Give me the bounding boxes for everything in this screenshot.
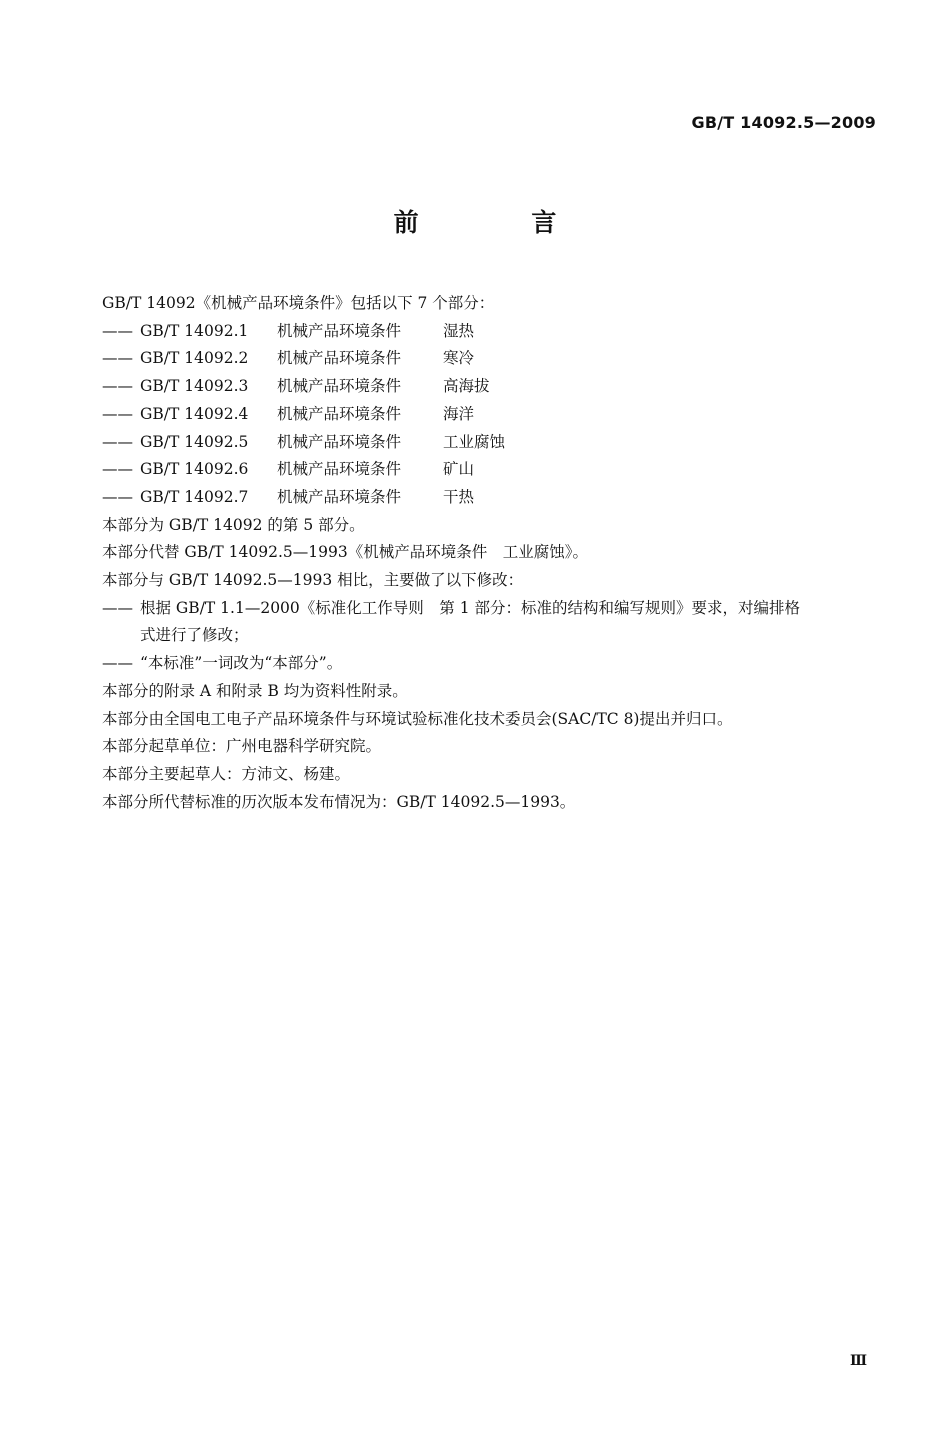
part-subject: 寒冷 [443,349,475,368]
part-list-item [102,484,882,512]
part-name: 机械产品环境条件 [277,321,402,340]
dash-marker: —— [102,377,133,396]
part-list-item [102,429,882,457]
change-item [102,595,882,623]
dash-marker: —— [102,432,133,451]
page-title: 前 言 [393,208,609,237]
part-list-item [102,318,882,346]
part-list-item [102,401,882,429]
dash-marker: —— [102,404,133,423]
page-number: Ⅲ [849,1353,867,1369]
part-list-item [102,345,882,373]
change-item [102,650,882,678]
part-list-item [102,456,882,484]
dash-marker: —— [102,460,133,479]
part-code: GB/T 14092.7 [140,487,249,506]
drafters-paragraph: 本部分主要起草人：方沛文、杨建。 [102,764,351,783]
part-name: 机械产品环境条件 [277,432,402,451]
part-subject: 干热 [443,487,475,506]
replaces-paragraph: 本部分代替 GB/T 14092.5—1993《机械产品环境条件 工业腐蚀》。 [102,543,588,562]
dash-marker: —— [102,487,133,506]
dash-marker: —— [102,321,133,340]
part-subject: 湿热 [443,321,475,340]
change-text: “本标准”一词改为“本部分”。 [140,654,343,673]
dash-marker: —— [102,598,133,617]
part-code: GB/T 14092.5 [140,432,249,451]
change-text: 根据 GB/T 1.1—2000《标准化工作导则 第 1 部分：标准的结构和编写规则》要求，对编排格 [140,598,801,617]
part-subject: 海洋 [443,404,475,423]
dash-marker: —— [102,654,133,673]
part-name: 机械产品环境条件 [277,487,402,506]
intro-paragraph: GB/T 14092《机械产品环境条件》包括以下 7 个部分： [102,294,495,312]
part-list-item [102,373,882,401]
part-subject: 矿山 [443,460,475,479]
change-text-continuation: 式进行了修改； [140,626,249,645]
part-code: GB/T 14092.1 [140,321,249,340]
history-paragraph: 本部分所代替标准的历次版本发布情况为：GB/T 14092.5—1993。 [102,792,576,811]
drafting-unit-paragraph: 本部分起草单位：广州电器科学研究院。 [102,737,382,756]
proposer-paragraph: 本部分由全国电工电子产品环境条件与环境试验标准化技术委员会(SAC/TC 8)提出并归口。 [102,709,733,728]
part-subject: 高海拔 [443,377,490,396]
dash-marker: —— [102,349,133,368]
part-subject: 工业腐蚀 [443,432,506,451]
annex-paragraph: 本部分的附录 A 和附录 B 均为资料性附录。 [102,681,408,700]
part-name: 机械产品环境条件 [277,460,402,479]
part-code: GB/T 14092.2 [140,349,249,368]
part-name: 机械产品环境条件 [277,404,402,423]
part-code: GB/T 14092.6 [140,460,249,479]
compared-paragraph: 本部分与 GB/T 14092.5—1993 相比，主要做了以下修改： [102,571,524,590]
part-code: GB/T 14092.3 [140,377,249,396]
part-name: 机械产品环境条件 [277,377,402,396]
part-of-paragraph: 本部分为 GB/T 14092 的第 5 部分。 [102,515,365,534]
standard-number: GB/T 14092.5—2009 [691,113,876,132]
part-code: GB/T 14092.4 [140,404,249,423]
foreword-body [102,290,882,816]
part-name: 机械产品环境条件 [277,349,402,368]
